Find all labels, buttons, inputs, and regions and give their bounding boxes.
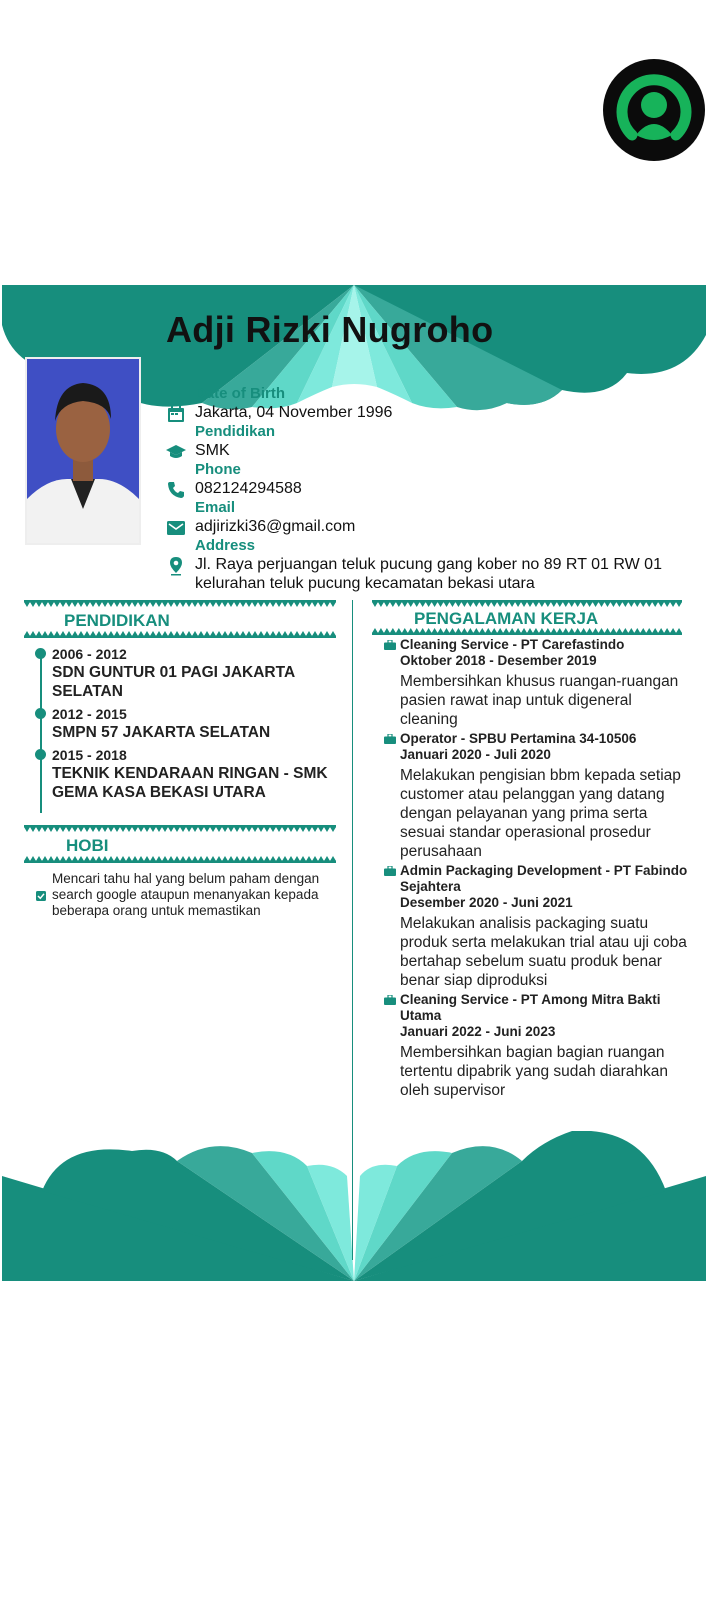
hobby-header xyxy=(24,825,336,863)
hobby-text: Mencari tahu hal yang belum paham dengan search google ataupun menanyakan kepada beberapa orang untuk memastikan xyxy=(52,871,320,918)
hobby-item xyxy=(34,871,334,919)
info-label: Address xyxy=(195,537,256,554)
edu-school: SDN GUNTUR 01 PAGI JAKARTA SELATAN xyxy=(52,664,295,700)
zigzag-border-bottom xyxy=(372,628,682,635)
timeline-dot xyxy=(35,648,46,659)
briefcase-icon xyxy=(384,640,396,650)
info-value: adjirizki36@gmail.com xyxy=(195,518,356,535)
education-header xyxy=(24,600,336,638)
zigzag-border-top xyxy=(24,600,336,607)
info-education xyxy=(166,423,686,461)
work-date: Desember 2020 - Juni 2021 xyxy=(400,895,573,910)
info-phone xyxy=(166,461,686,499)
info-value: 082124294588 xyxy=(195,480,302,497)
work-desc: Melakukan analisis packaging suatu produk serta melakukan trial atau uji coba bertahap sebelum suatu produk benar benar siap diproduksi xyxy=(400,915,687,989)
briefcase-icon xyxy=(384,995,396,1005)
work-desc: Melakukan pengisian bbm kepada setiap customer atau pelanggan yang datang dengan pelayanan yang prima serta sesuai standar operasional prosedur perusahaan xyxy=(400,767,681,860)
list-item xyxy=(384,637,689,729)
list-item xyxy=(30,645,340,701)
list-item xyxy=(384,992,689,1100)
edu-school: TEKNIK KENDARAAN RINGAN - SMK GEMA KASA BEKASI UTARA xyxy=(52,765,328,801)
personal-info xyxy=(166,385,686,593)
info-label: Email xyxy=(195,499,236,516)
edu-years: 2006 - 2012 xyxy=(52,646,127,662)
work-title: Operator - SPBU Pertamina 34-10506 xyxy=(400,731,637,746)
info-label: Date of Birth xyxy=(195,385,285,402)
timeline-dot xyxy=(35,749,46,760)
column-divider xyxy=(352,600,353,1260)
work-desc: Membersihkan bagian bagian ruangan tertentu dipabrik yang sudah diarahkan oleh supervisor xyxy=(400,1044,668,1099)
education-title: PENDIDIKAN xyxy=(64,611,170,630)
info-email xyxy=(166,499,686,537)
work-list xyxy=(384,637,689,1102)
list-item xyxy=(30,705,340,742)
resume-document xyxy=(2,285,706,1281)
work-title: Cleaning Service - PT Carefastindo xyxy=(400,637,625,652)
work-desc: Membersihkan khusus ruangan-ruangan pasien rawat inap untuk digeneral cleaning xyxy=(400,673,679,728)
briefcase-icon xyxy=(384,734,396,744)
info-label: Phone xyxy=(195,461,241,478)
location-pin-icon xyxy=(166,556,186,576)
info-label: Pendidikan xyxy=(195,423,276,440)
info-address xyxy=(166,537,686,593)
edu-years: 2012 - 2015 xyxy=(52,706,127,722)
work-date: Oktober 2018 - Desember 2019 xyxy=(400,653,597,668)
list-item xyxy=(384,731,689,861)
timeline-dot xyxy=(35,708,46,719)
work-title: PENGALAMAN KERJA xyxy=(414,609,599,628)
list-item xyxy=(30,746,340,802)
candidate-name: Adji Rizki Nugroho xyxy=(166,309,494,350)
zigzag-border-bottom xyxy=(24,631,336,638)
bottom-decoration xyxy=(2,1131,706,1281)
zigzag-border-top xyxy=(372,600,682,607)
briefcase-icon xyxy=(384,866,396,876)
work-date: Januari 2022 - Juni 2023 xyxy=(400,1024,556,1039)
info-value: Jl. Raya perjuangan teluk pucung gang kober no 89 RT 01 RW 01 kelurahan teluk pucung kecamatan bekasi utara xyxy=(195,556,662,592)
education-list xyxy=(30,645,340,806)
work-title: Cleaning Service - PT Among Mitra Bakti Utama xyxy=(400,992,661,1023)
app-logo-icon xyxy=(603,59,705,161)
info-value: SMK xyxy=(195,442,230,459)
work-date: Januari 2020 - Juli 2020 xyxy=(400,747,551,762)
info-value: Jakarta, 04 November 1996 xyxy=(195,404,393,421)
phone-icon xyxy=(166,480,186,500)
work-header xyxy=(372,600,682,638)
edu-school: SMPN 57 JAKARTA SELATAN xyxy=(52,724,271,741)
checkbox-checked-icon xyxy=(36,891,46,901)
calendar-icon xyxy=(166,404,186,424)
edu-years: 2015 - 2018 xyxy=(52,747,127,763)
info-birth xyxy=(166,385,686,423)
graduation-cap-icon xyxy=(166,442,186,462)
hobby-title: HOBI xyxy=(66,836,109,855)
zigzag-border-bottom xyxy=(24,856,336,863)
work-title: Admin Packaging Development - PT Fabindo Sejahtera xyxy=(400,863,688,894)
email-icon xyxy=(166,518,186,538)
list-item xyxy=(384,863,689,990)
zigzag-border-top xyxy=(24,825,336,832)
profile-photo xyxy=(25,357,141,545)
